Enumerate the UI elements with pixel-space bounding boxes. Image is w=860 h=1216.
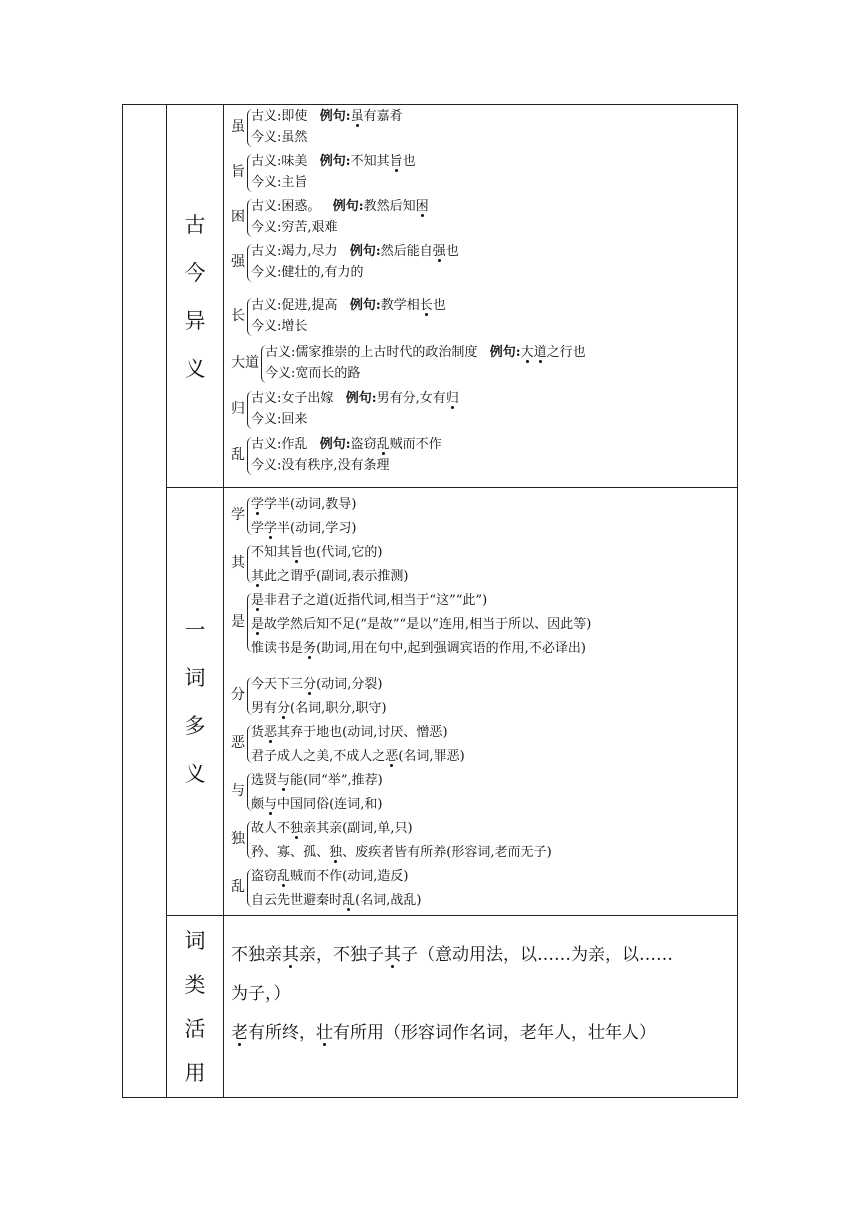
category-char: 异: [184, 308, 206, 333]
usage-line: 颇与中国同俗(连词,和): [251, 797, 383, 812]
entry-character: 独: [231, 831, 245, 847]
usage-line: 今天下三分(动词,分裂): [251, 677, 383, 692]
table-border-right: [737, 104, 738, 1098]
usage-line: 男有分(名词,职分,职守): [251, 701, 387, 716]
ancient-meaning: 古义:女子出嫁 例句:男有分,女有归: [251, 391, 459, 406]
usage-line: 是故学然后知不足(“是故”“是以”连用,相当于所以、因此等): [251, 617, 592, 632]
category-char: 用: [184, 1061, 206, 1085]
gujin-entry: [231, 344, 736, 386]
entry-character: 虽: [231, 119, 245, 135]
entry-character: 乱: [231, 879, 245, 895]
gujin-entry: [231, 436, 736, 478]
ancient-meaning: 古义:竭力,尽力 例句:然后能自强也: [251, 244, 459, 259]
entry-character: 分: [231, 687, 245, 703]
category-gujin-yiyi: [167, 104, 223, 487]
category-char: 义: [184, 356, 206, 381]
cilei-content: [231, 942, 736, 1047]
usage-line: 是非君子之道(近指代词,相当于“这”“此”): [251, 593, 488, 608]
table-border-bottom: [122, 1097, 738, 1098]
category-label: [185, 614, 206, 788]
ancient-meaning: 古义:促进,提高 例句:教学相长也: [251, 298, 446, 313]
gujin-entry: [231, 390, 736, 432]
gujin-entry: [231, 243, 736, 285]
table-border-left: [122, 104, 123, 1098]
entry-character: 强: [231, 254, 245, 270]
usage-line: 君子成人之美,不成人之恶(名词,罪恶): [251, 749, 465, 764]
ancient-meaning: 古义:儒家推崇的上古时代的政治制度 例句:大道之行也: [265, 345, 586, 360]
row-divider: [166, 487, 738, 488]
category-char: 今: [184, 260, 206, 285]
entry-character: 长: [231, 308, 245, 324]
entry-character: 是: [231, 614, 245, 630]
category-char: 类: [184, 973, 206, 997]
category-char: 多: [184, 714, 206, 738]
modern-meaning: 今义:增长: [251, 319, 308, 334]
entry-character: 学: [231, 507, 245, 523]
category-char: 一: [184, 618, 206, 642]
category-char: 义: [184, 762, 206, 786]
usage-line: 选贤与能(同“举”,推荐): [251, 773, 383, 788]
entry-character: 大道: [231, 355, 259, 371]
category-char: 词: [184, 666, 206, 690]
entry-character: 其: [231, 555, 245, 571]
usage-line: 其此之谓乎(副词,表示推测): [251, 569, 409, 584]
category-label: [185, 209, 206, 383]
row-divider: [166, 915, 738, 916]
ancient-meaning: 古义:味美 例句:不知其旨也: [251, 154, 416, 169]
category-yici-duoyi: [167, 487, 223, 915]
modern-meaning: 今义:回来: [251, 412, 308, 427]
category-cilei-huoyong: [167, 915, 223, 1097]
gujin-entry: [231, 108, 736, 150]
usage-line: 不知其旨也(代词,它的): [251, 545, 383, 560]
cilei-line-2: 为子，）: [231, 984, 291, 1004]
modern-meaning: 今义:主旨: [251, 175, 308, 190]
entry-character: 与: [231, 783, 245, 799]
ancient-meaning: 古义:即使 例句:虽有嘉肴: [251, 109, 403, 124]
category-char: 词: [184, 929, 206, 953]
usage-line: 货恶其弃于地也(动词,讨厌、憎恶): [251, 725, 448, 740]
gujin-entry: [231, 297, 736, 339]
usage-line: 矜、寡、孤、独、废疾者皆有所养(形容词,老而无子): [251, 845, 552, 860]
ancient-meaning: 古义:作乱 例句:盗窃乱贼而不作: [251, 437, 442, 452]
ancient-meaning: 古义:困惑。 例句:教然后知困: [251, 199, 429, 214]
column-divider: [223, 104, 224, 1098]
entry-character: 恶: [231, 735, 245, 751]
cilei-line-1: 不独亲其亲，不独子其子（意动用法，以……为亲，以……: [231, 945, 673, 965]
cilei-line-3: 老有所终，壮有所用（形容词作名词，老年人，壮年人）: [231, 1023, 656, 1043]
entry-character: 归: [231, 401, 245, 417]
modern-meaning: 今义:健壮的,有力的: [251, 265, 364, 280]
usage-line: 盗窃乱贼而不作(动词,造反): [251, 869, 409, 884]
modern-meaning: 今义:穷苦,艰难: [251, 220, 338, 235]
modern-meaning: 今义:宽而长的路: [265, 366, 361, 381]
category-char: 活: [184, 1017, 206, 1041]
category-char: 古: [184, 212, 206, 237]
gujin-entry: [231, 153, 736, 195]
gujin-entry: [231, 198, 736, 240]
entry-character: 旨: [231, 164, 245, 180]
category-label: [185, 925, 206, 1087]
usage-line: 学学半(动词,教导): [251, 497, 357, 512]
modern-meaning: 今义:没有秩序,没有条理: [251, 458, 390, 473]
modern-meaning: 今义:虽然: [251, 130, 308, 145]
entry-character: 乱: [231, 447, 245, 463]
usage-line: 自云先世避秦时乱(名词,战乱): [251, 893, 422, 908]
table: [122, 104, 738, 1098]
usage-line: 学学半(动词,学习): [251, 521, 357, 536]
usage-line: 故人不独亲其亲(副词,单,只): [251, 821, 413, 836]
entry-character: 困: [231, 209, 245, 225]
usage-line: 惟读书是务(助词,用在句中,起到强调宾语的作用,不必译出): [251, 641, 586, 656]
